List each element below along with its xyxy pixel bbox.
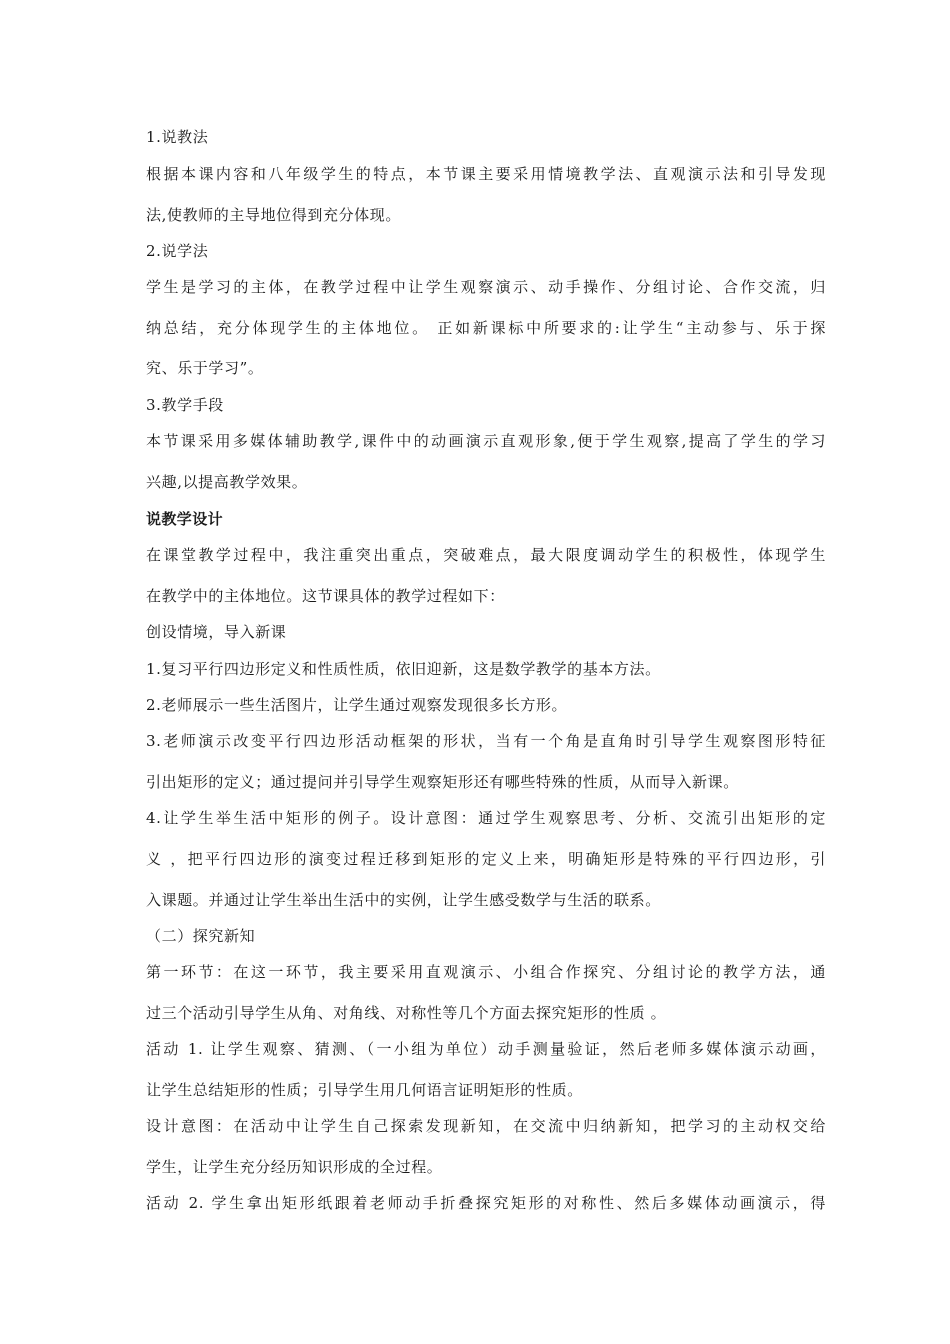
list-item: 4.让学生举生活中矩形的例子。设计意图：通过学生观察思考、分析、交流引出矩形的定 <box>146 809 826 827</box>
paragraph-line: 第一环节：在这一环节，我主要采用直观演示、小组合作探究、分组讨论的教学方法，通 <box>146 963 826 981</box>
paragraph-line: 学生，让学生充分经历知识形成的全过程。 <box>146 1158 443 1176</box>
subheading-explore-new-knowledge: （二）探究新知 <box>146 927 256 945</box>
list-item: 1.复习平行四边形定义和性质性质，依旧迎新，这是数学教学的基本方法。 <box>146 660 661 678</box>
paragraph-line: 纳总结，充分体现学生的主体地位。 正如新课标中所要求的:让学生“主动参与、乐于探 <box>146 319 826 337</box>
paragraph-line: 学生是学习的主体，在教学过程中让学生观察演示、动手操作、分组讨论、合作交流，归 <box>146 278 826 296</box>
paragraph-line: 过三个活动引导学生从角、对角线、对称性等几个方面去探究矩形的性质 。 <box>146 1004 667 1022</box>
paragraph-line: 在教学中的主体地位。这节课具体的教学过程如下： <box>146 587 505 605</box>
list-item: 2.老师展示一些生活图片，让学生通过观察发现很多长方形。 <box>146 696 568 714</box>
heading-teaching-means: 3.教学手段 <box>146 396 224 414</box>
paragraph-line: 义 ，把平行四边形的演变过程迁移到矩形的定义上来，明确矩形是特殊的平行四边形，引 <box>146 850 826 868</box>
section-title-teaching-design: 说教学设计 <box>146 510 224 528</box>
paragraph-line: 法,使教师的主导地位得到充分体现。 <box>146 206 401 224</box>
heading-learning-method: 2.说学法 <box>146 242 209 260</box>
paragraph-line: 入课题。并通过让学生举出生活中的实例，让学生感受数学与生活的联系。 <box>146 891 661 909</box>
paragraph-line: 让学生总结矩形的性质；引导学生用几何语言证明矩形的性质。 <box>146 1081 583 1099</box>
paragraph-line: 活动 2. 学生拿出矩形纸跟着老师动手折叠探究矩形的对称性、然后多媒体动画演示，得 <box>146 1194 826 1212</box>
paragraph-line: 活动 1. 让学生观察、猜测、（一小组为单位）动手测量验证，然后老师多媒体演示动画， <box>146 1040 826 1058</box>
paragraph-line: 本节课采用多媒体辅助教学,课件中的动画演示直观形象,便于学生观察,提高了学生的学习 <box>146 432 826 450</box>
paragraph-line: 兴趣,以提高教学效果。 <box>146 473 308 491</box>
paragraph-line: 引出矩形的定义；通过提问并引导学生观察矩形还有哪些特殊的性质，从而导入新课。 <box>146 773 739 791</box>
paragraph-line: 根据本课内容和八年级学生的特点，本节课主要采用情境教学法、直观演示法和引导发现 <box>146 165 826 183</box>
paragraph-line: 在课堂教学过程中，我注重突出重点，突破难点，最大限度调动学生的积极性，体现学生 <box>146 546 826 564</box>
list-item: 3.老师演示改变平行四边形活动框架的形状，当有一个角是直角时引导学生观察图形特征 <box>146 732 826 750</box>
heading-teaching-method: 1.说教法 <box>146 128 209 146</box>
paragraph-line: 设计意图：在活动中让学生自己探索发现新知，在交流中归纳新知，把学习的主动权交给 <box>146 1117 826 1135</box>
subheading-introduce-lesson: 创设情境，导入新课 <box>146 623 287 641</box>
paragraph-line: 究、乐于学习”。 <box>146 359 264 377</box>
